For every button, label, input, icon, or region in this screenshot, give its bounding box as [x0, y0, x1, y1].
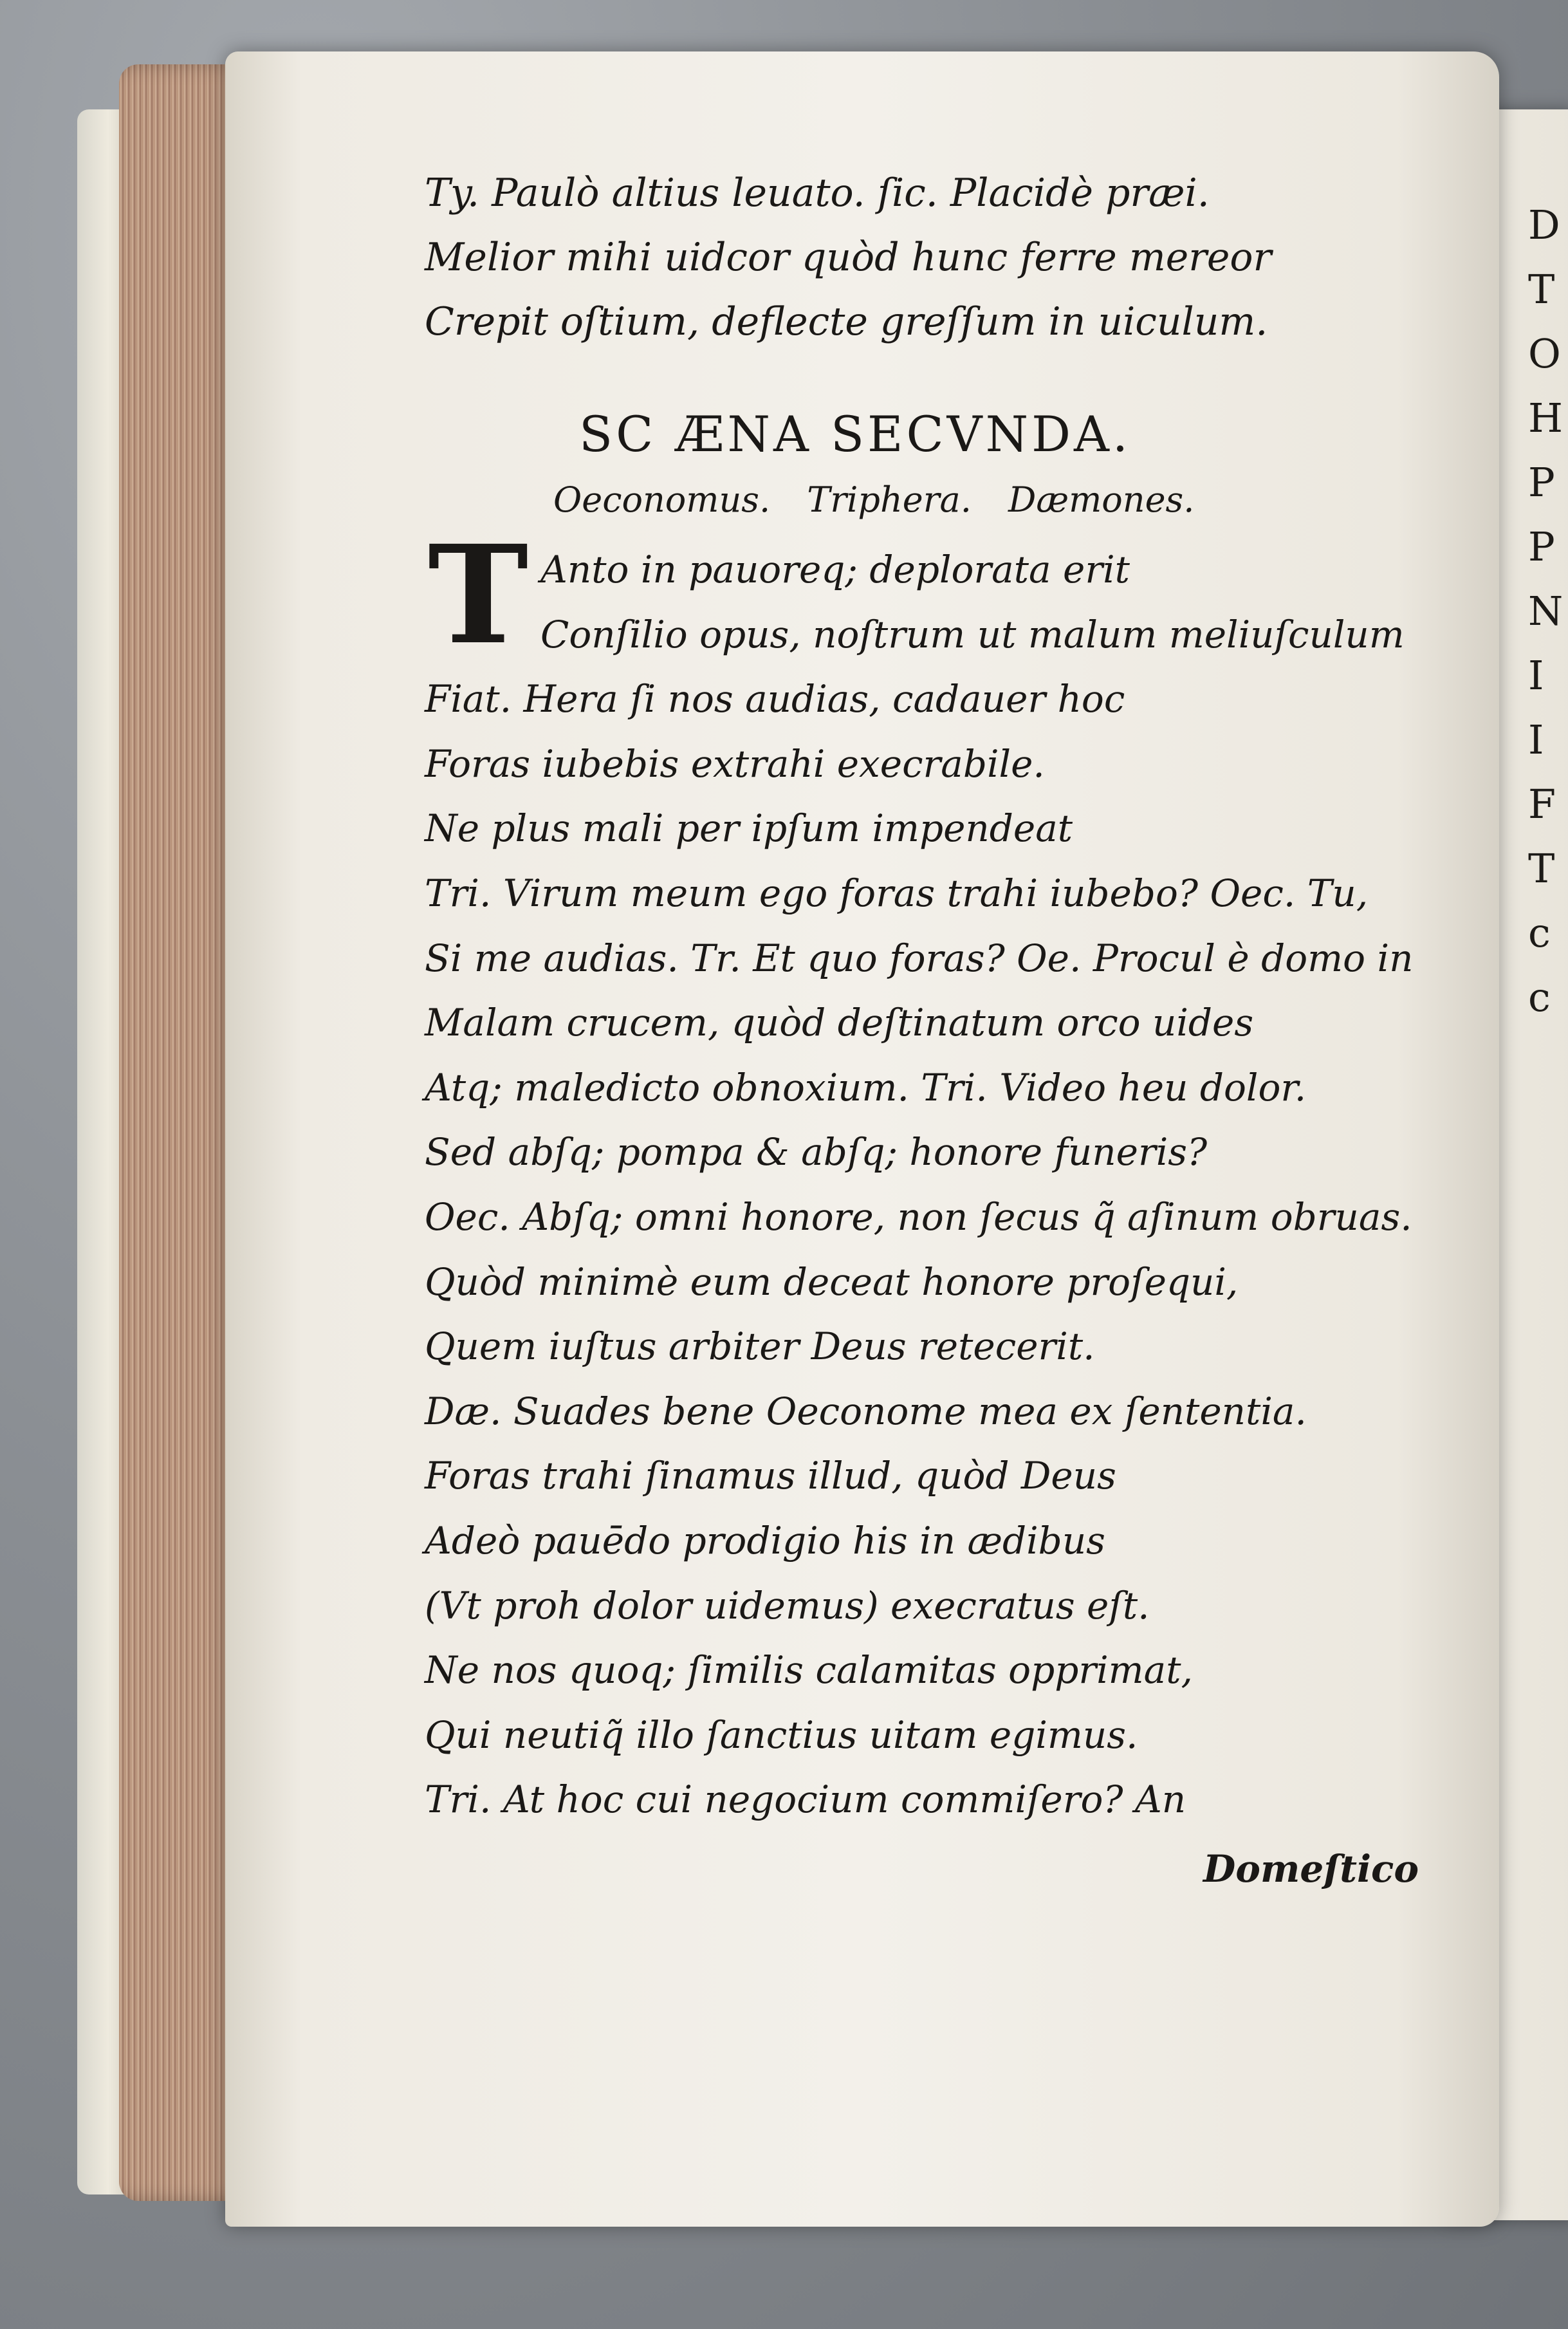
preceding-verse — [425, 161, 1428, 354]
drop-cap: T — [428, 515, 529, 674]
verse-line: Fiat. Hera ſi nos audias, cadauer hoc — [425, 677, 1125, 721]
verse-line: Foras iubebis extrahi execrabile. — [425, 741, 1045, 786]
facing-letter: H — [1528, 394, 1563, 441]
verse-line: Foras trahi ſinamus illud, quòd Deus — [425, 1454, 1116, 1498]
verse-line: Quòd minimè eum deceat honore proſequi, — [425, 1259, 1239, 1304]
facing-letter: T — [1528, 266, 1555, 313]
verse-line: Melior mihi uidcor quòd hunc ferre mereor — [425, 235, 1272, 280]
character-list: Oeconomus. Triphera. Dæmones. — [553, 479, 1195, 520]
verse-line: Sed abſq; pompa & abſq; honore funeris? — [425, 1130, 1208, 1174]
facing-letter: D — [1528, 201, 1560, 248]
scene-title: SC ÆNA SECVNDA. — [579, 405, 1132, 463]
verse-line: Conſilio opus, noſtrum ut malum meliuſculum — [540, 612, 1405, 656]
facing-letter: P — [1528, 523, 1555, 570]
scene-verse — [425, 515, 1428, 1832]
verse-line: Si me audias. Tr. Et quo foras? Oe. Procul è domo in — [425, 936, 1414, 980]
facing-letter: c — [1528, 974, 1551, 1021]
facing-letter: I — [1528, 652, 1544, 699]
catchword: Domeſtico — [1203, 1847, 1419, 1891]
verse-line: Tri. At hoc cui negocium commiſero? An — [425, 1777, 1186, 1822]
verse-line: Ne plus mali per ipſum impendeat — [425, 806, 1073, 851]
facing-letter: O — [1528, 330, 1561, 377]
facing-letter: c — [1528, 909, 1551, 956]
facing-letter: I — [1528, 716, 1544, 763]
verse-line: Adeò pauēdo prodigio his in ædibus — [425, 1518, 1105, 1563]
verse-line: Ne nos quoq; ſimilis calamitas opprimat, — [425, 1648, 1193, 1693]
facing-letter: T — [1528, 845, 1555, 892]
verse-line: Qui neutiq̃ illo ſanctius uitam egimus. — [425, 1712, 1138, 1757]
verse-line: Malam crucem, quòd deſtinatum orco uides — [425, 1001, 1254, 1045]
facing-letter: F — [1528, 781, 1556, 828]
verse-line: Anto in pauoreq; deplorata erit — [540, 548, 1130, 591]
facing-letter: P — [1528, 459, 1555, 506]
verse-line: Quem iuſtus arbiter Deus retecerit. — [425, 1324, 1095, 1369]
facing-letter: N — [1528, 588, 1563, 635]
verse-line: Atq; maledicto obnoxium. Tri. Video heu dolor. — [425, 1065, 1307, 1109]
verse-line: Ty. Paulò altius leuato. ſic. Placidè præi. — [425, 171, 1210, 216]
verse-line: Dæ. Suades bene Oeconome mea ex ſententia. — [425, 1389, 1307, 1433]
verse-line: Crepit oſtium, deflecte greſſum in uiculum. — [425, 299, 1268, 344]
verse-line: Oec. Abſq; omni honore, non ſecus q̃ aſinum obruas. — [425, 1194, 1412, 1239]
facing-page-letters — [1528, 193, 1567, 1030]
verse-line: Tri. Virum meum ego foras trahi iubebo? Oec. Tu, — [425, 871, 1369, 915]
verse-line: (Vt proh dolor uidemus) execratus eſt. — [425, 1583, 1150, 1628]
